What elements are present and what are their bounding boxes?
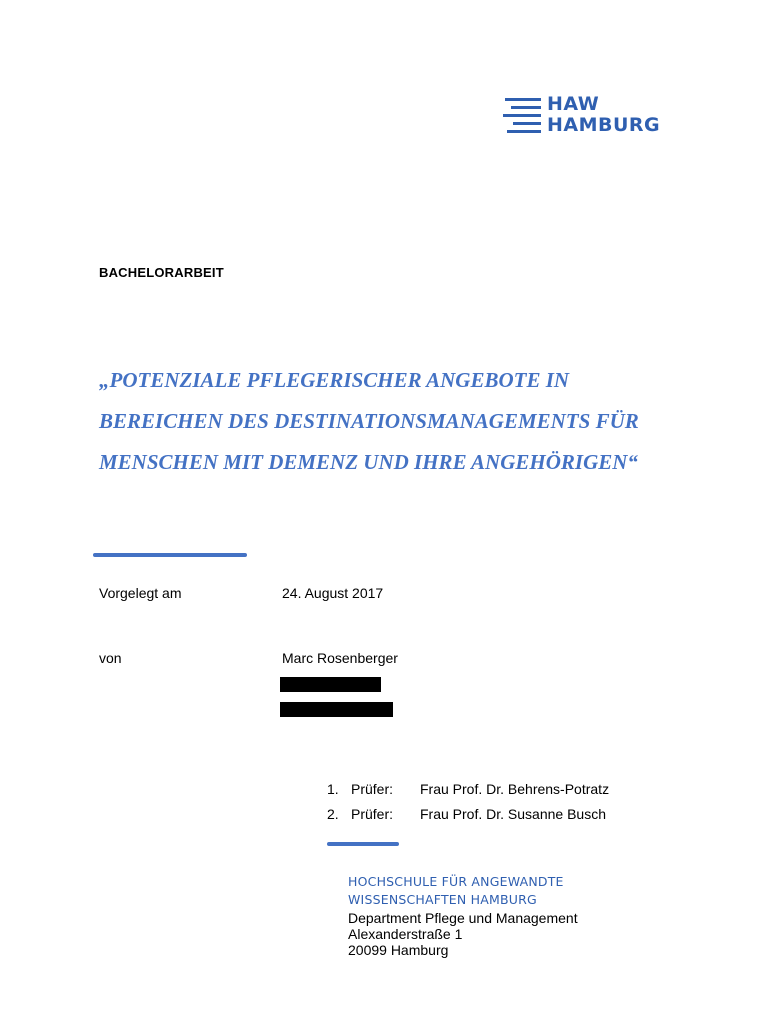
examiner-number: 2. — [327, 806, 339, 822]
author-label: von — [99, 650, 122, 666]
thesis-title — [99, 360, 719, 483]
submission-label: Vorgelegt am — [99, 585, 182, 601]
institution-line: HOCHSCHULE FÜR ANGEWANDTE — [348, 874, 564, 889]
author-name: Marc Rosenberger — [282, 650, 398, 666]
institution-address — [348, 910, 578, 958]
examiner-number: 1. — [327, 781, 339, 797]
haw-hamburg-logo — [503, 94, 673, 142]
logo-line-2: HAMBURG — [547, 114, 661, 136]
logo-text — [547, 94, 660, 136]
institution-name — [348, 871, 564, 910]
examiner-role: Prüfer: — [351, 781, 394, 797]
redaction-block — [280, 677, 381, 692]
department: Department Pflege und Management — [348, 910, 578, 926]
examiner-name: Frau Prof. Dr. Behrens-Potratz — [420, 781, 610, 797]
examiner-role: Prüfer: — [351, 806, 394, 822]
submission-date: 24. August 2017 — [282, 585, 384, 601]
title-line: „POTENZIALE PFLEGERISCHER ANGEBOTE IN — [99, 368, 570, 392]
street: Alexanderstraße 1 — [348, 926, 463, 942]
divider-bar — [327, 842, 399, 846]
logo-lines-icon — [503, 96, 543, 138]
title-line: BEREICHEN DES DESTINATIONSMANAGEMENTS FÜR — [99, 409, 639, 433]
logo-line-1: HAW — [547, 93, 600, 115]
redaction-block — [280, 702, 393, 717]
document-type: BACHELORARBEIT — [99, 265, 224, 280]
examiner-name: Frau Prof. Dr. Susanne Busch — [420, 806, 606, 822]
divider-bar — [93, 553, 247, 557]
institution-line: WISSENSCHAFTEN HAMBURG — [348, 892, 537, 907]
title-line: MENSCHEN MIT DEMENZ UND IHRE ANGEHÖRIGEN“ — [99, 450, 638, 474]
city: 20099 Hamburg — [348, 942, 449, 958]
